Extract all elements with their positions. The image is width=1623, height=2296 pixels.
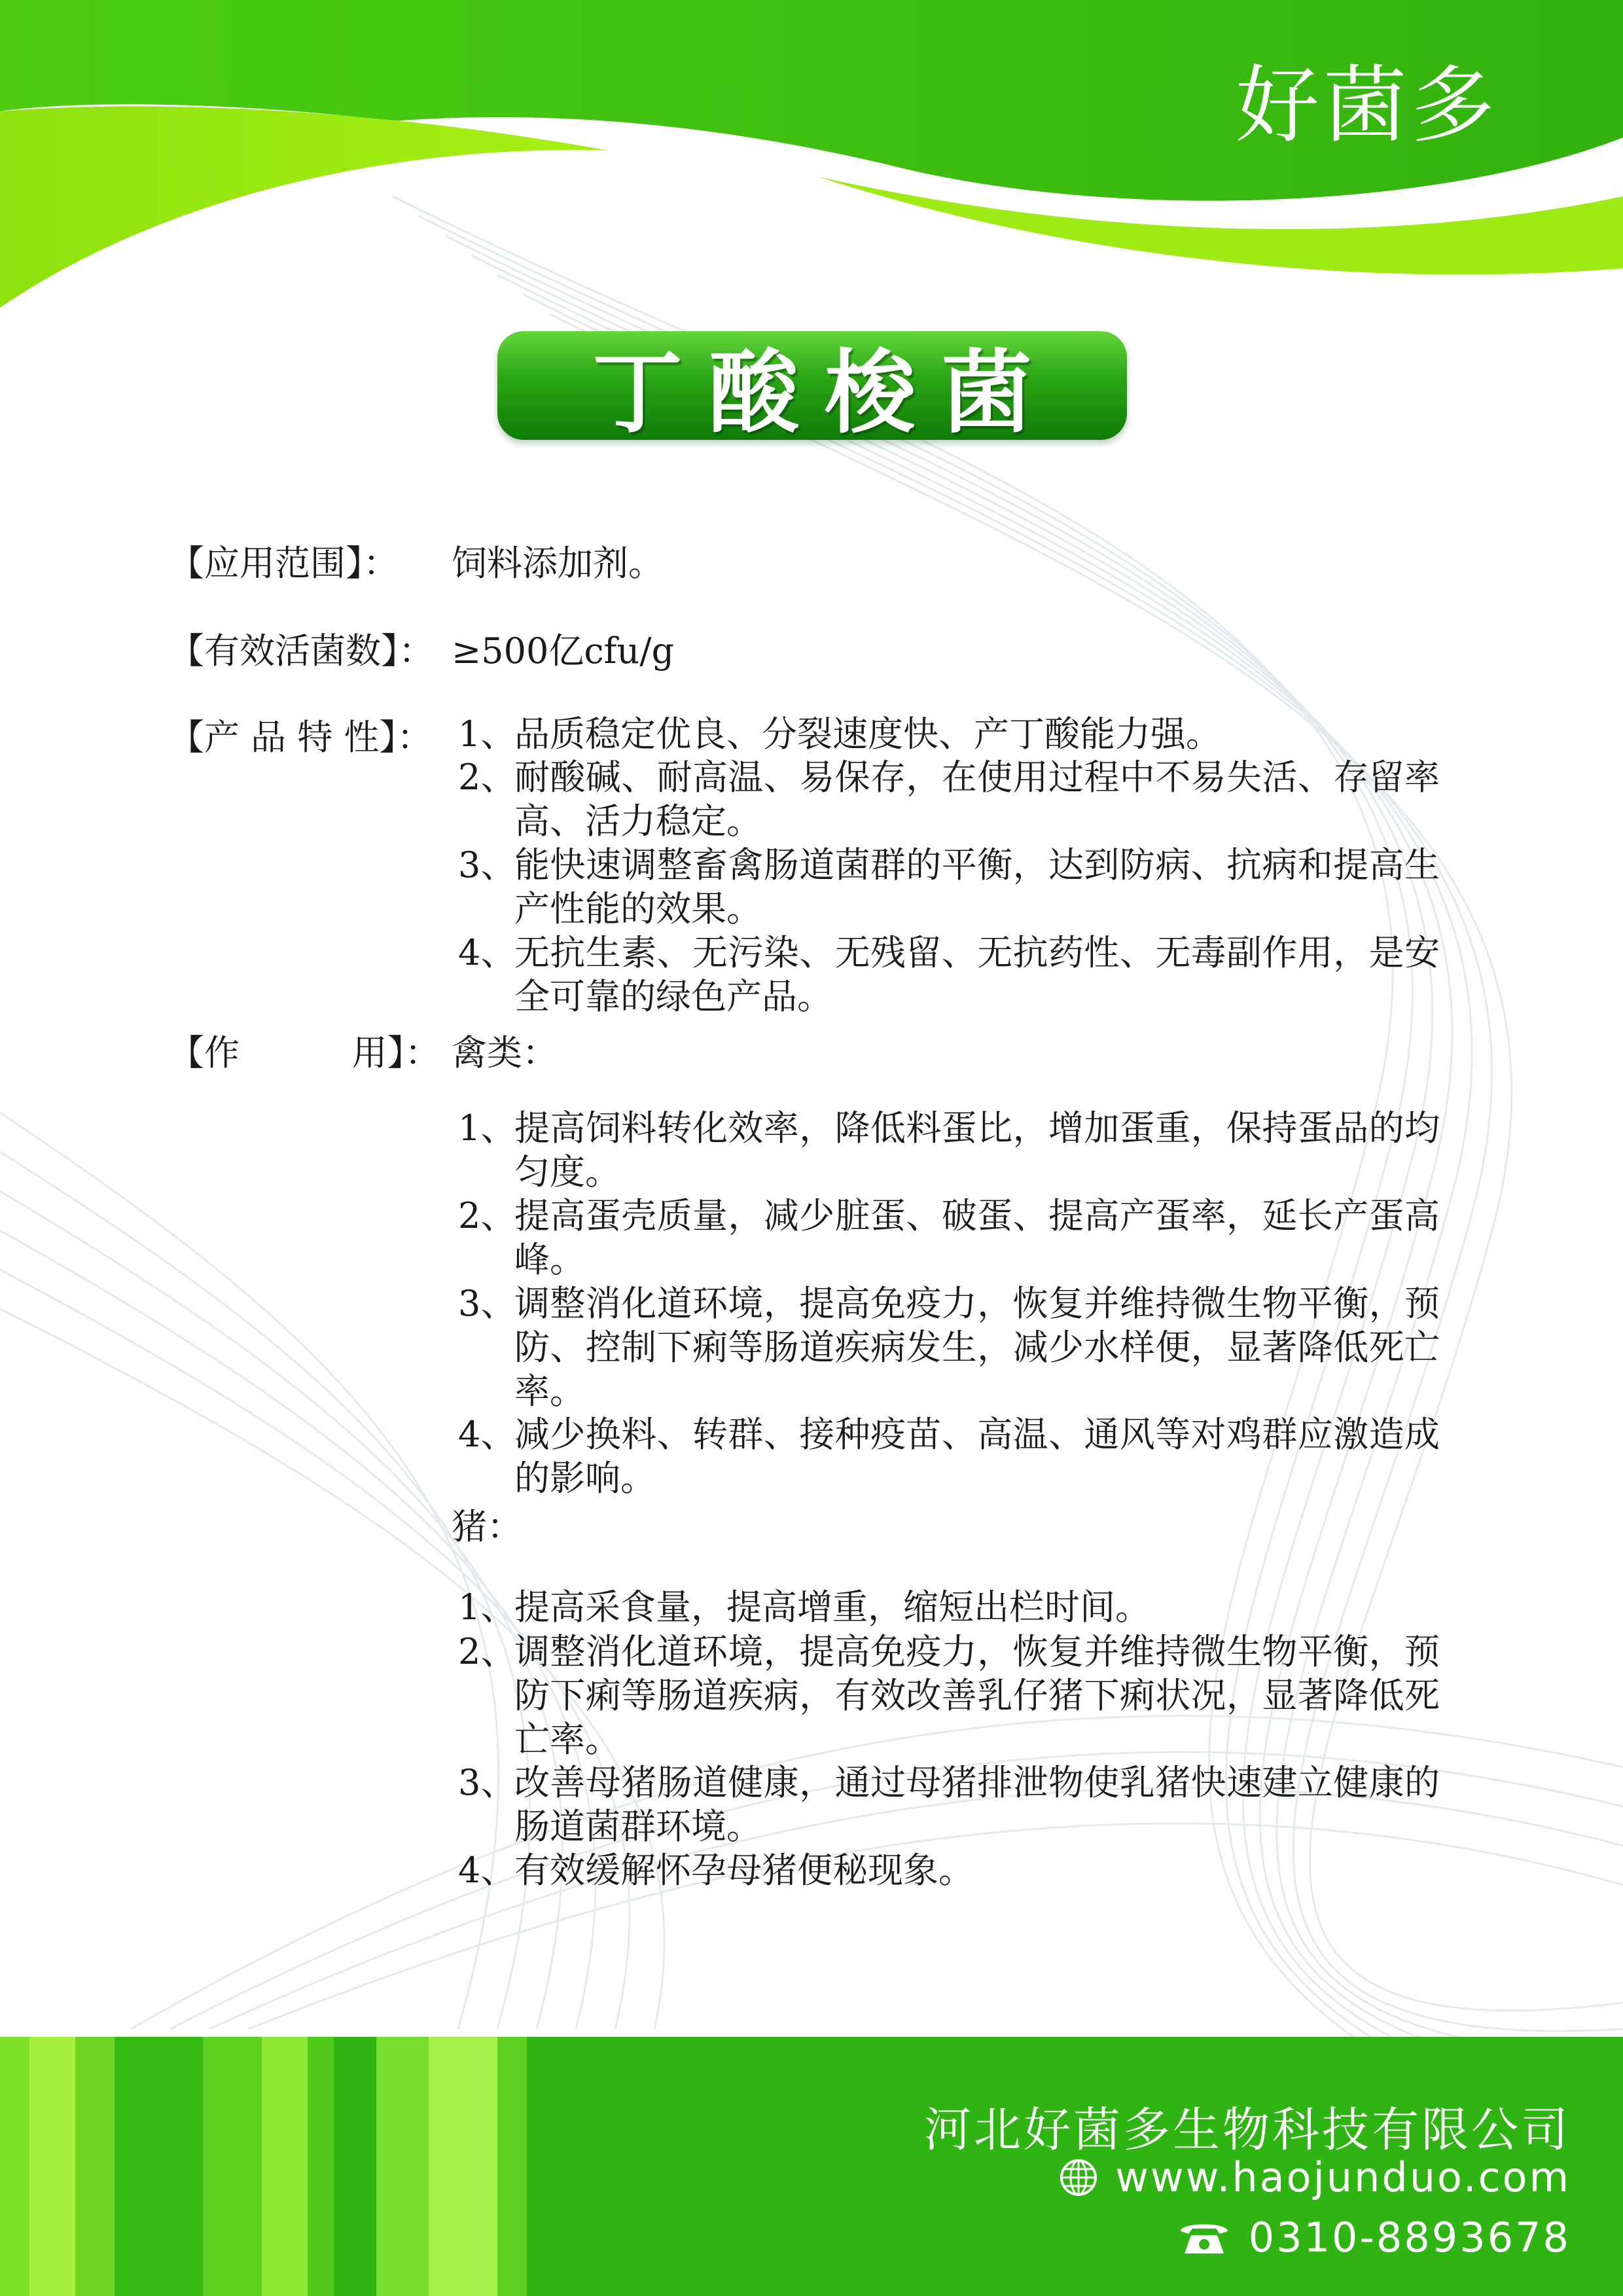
pig-text: 有效缓解怀孕母猪便秘现象。 <box>514 1850 974 1891</box>
feature-text: 能快速调整畜禽肠道菌群的平衡，达到防病、抗病和提高生产性能的效果。 <box>514 844 1440 929</box>
feature-item <box>458 843 1440 931</box>
poultry-text: 调整消化道环境，提高免疫力，恢复并维持微生物平衡，预防、控制下痢等肠道疾病发生，减少水样便，显著降低死亡率。 <box>514 1283 1440 1412</box>
pig-text: 改善母猪肠道健康，通过母猪排泄物使乳猪快速建立健康的肠道菌群环境。 <box>514 1762 1440 1847</box>
poultry-item <box>458 1194 1440 1282</box>
title-banner <box>497 331 1127 446</box>
pig-text: 调整消化道环境，提高免疫力，恢复并维持微生物平衡，预防下痢等肠道疾病，有效改善乳仔猪下痢状况，显著降低死亡率。 <box>514 1631 1440 1760</box>
globe-icon <box>1059 2158 1098 2197</box>
phone-line <box>1177 2214 1571 2261</box>
feature-num: 2、 <box>458 757 516 798</box>
poultry-item <box>458 1106 1440 1194</box>
feature-num: 3、 <box>458 844 516 886</box>
poultry-item <box>458 1282 1440 1413</box>
poultry-text: 提高饲料转化效率，降低料蛋比，增加蛋重，保持蛋品的均匀度。 <box>514 1107 1440 1193</box>
count-value: ≥500亿cfu/g <box>452 630 675 672</box>
poultry-text: 提高蛋壳质量，减少脏蛋、破蛋、提高产蛋率，延长产蛋高峰。 <box>514 1195 1440 1280</box>
feature-text: 耐酸碱、耐高温、易保存，在使用过程中不易失活、存留率高、活力稳定。 <box>514 757 1440 842</box>
feature-item <box>458 712 1440 756</box>
pig-num: 3、 <box>458 1762 516 1803</box>
feature-num: 1、 <box>458 713 516 755</box>
telephone-icon <box>1177 2218 1232 2257</box>
brand-logo-text: 好菌多 <box>1235 57 1499 154</box>
pig-heading: 猪： <box>452 1506 522 1547</box>
feature-num: 4、 <box>458 932 516 973</box>
company-name: 河北好菌多生物科技有限公司 <box>923 2102 1571 2157</box>
pig-item <box>458 1630 1440 1761</box>
website-link[interactable]: www.haojunduo.com <box>1115 2153 1571 2201</box>
count-label: 【有效活菌数】： <box>169 630 434 672</box>
pig-num: 2、 <box>458 1631 516 1672</box>
pig-item <box>458 1585 1440 1629</box>
poultry-text: 减少换料、转群、接种疫苗、高温、通风等对鸡群应激造成的影响。 <box>514 1414 1440 1499</box>
website-line <box>1059 2153 1571 2201</box>
scope-value: 饲料添加剂。 <box>452 543 664 584</box>
page-title: 丁酸梭菌 <box>592 340 1058 446</box>
poultry-heading: 禽类： <box>452 1032 558 1073</box>
features-label: 【产 品 特 性】： <box>169 717 433 758</box>
effect-label: 【作 用】： <box>169 1032 440 1073</box>
pig-num: 4、 <box>458 1850 516 1891</box>
pig-item <box>458 1848 1440 1892</box>
pig-num: 1、 <box>458 1587 516 1628</box>
feature-text: 无抗生素、无污染、无残留、无抗药性、无毒副作用，是安全可靠的绿色产品。 <box>514 932 1440 1017</box>
poultry-num: 4、 <box>458 1414 516 1455</box>
poultry-num: 3、 <box>458 1283 516 1324</box>
pig-text: 提高采食量，提高增重，缩短出栏时间。 <box>514 1587 1150 1628</box>
poultry-item <box>458 1412 1440 1500</box>
feature-text: 品质稳定优良、分裂速度快、产丁酸能力强。 <box>514 713 1221 755</box>
feature-item <box>458 755 1440 843</box>
pig-item <box>458 1761 1440 1848</box>
poultry-num: 2、 <box>458 1195 516 1236</box>
scope-label: 【应用范围】： <box>169 543 399 584</box>
poultry-num: 1、 <box>458 1107 516 1149</box>
phone-number[interactable]: 0310-8893678 <box>1248 2214 1571 2261</box>
feature-item <box>458 931 1440 1018</box>
